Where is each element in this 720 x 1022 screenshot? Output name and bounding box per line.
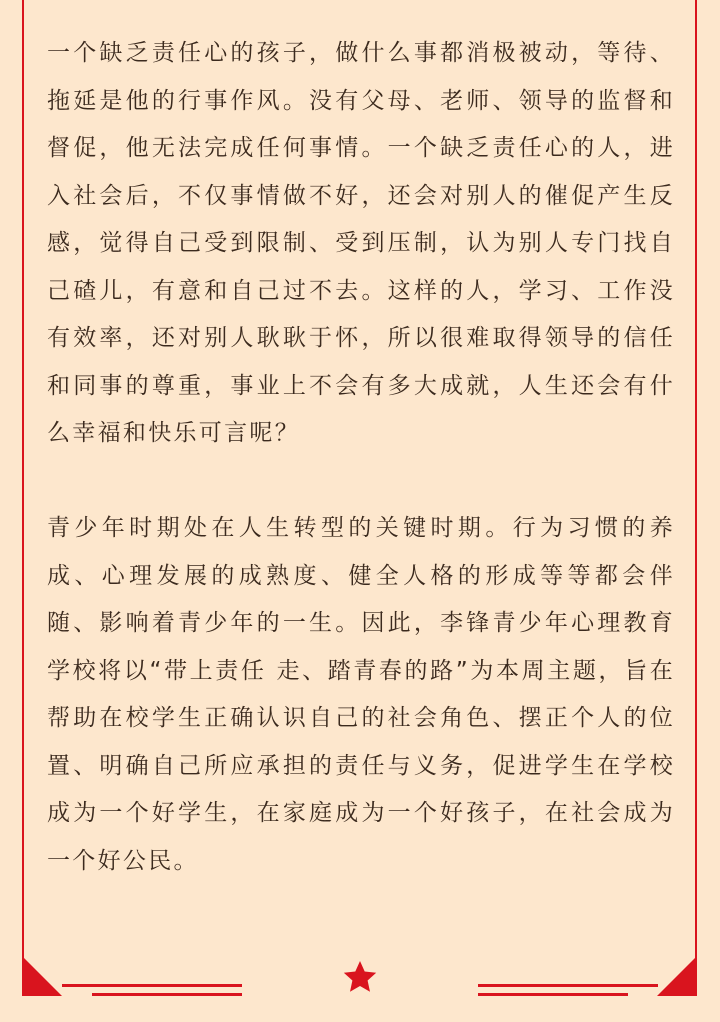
right-rule-upper — [478, 984, 658, 987]
footer-ornament — [0, 940, 720, 1022]
left-rule-upper — [62, 984, 242, 987]
left-corner-triangle — [22, 956, 62, 996]
right-rule-lower — [478, 993, 628, 996]
paragraph-youth-theme: 青少年时期处在人生转型的关键时期。行为习惯的养成、心理发展的成熟度、健全人格的形成等等都会伴随、影响着青少年的一生。因此，李锋青少年心理教育学校将以“带上责任 走、踏青春的路”为本周主题，旨在帮助在校学生正确认识自己的社会角色、摆正个人的位置、明确自己所应承担的责任与义务，促进学生在学校成为一个好学生，在家庭成为一个好孩子，在社会成为一个好公民。 — [47, 515, 675, 874]
right-corner-triangle — [657, 956, 697, 996]
star-icon — [344, 961, 376, 992]
right-border-line — [695, 0, 697, 992]
paragraph-responsibility: 一个缺乏责任心的孩子，做什么事都消极被动，等待、拖延是他的行事作风。没有父母、老师、领导的监督和督促，他无法完成任何事情。一个缺乏责任心的人，进入社会后，不仅事情做不好，还会对别人的催促产生反感，觉得自己受到限制、受到压制，认为别人专门找自己碴儿，有意和自己过不去。这样的人，学习、工作没有效率，还对别人耿耿于怀，所以很难取得领导的信任和同事的尊重，事业上不会有多大成就，人生还会有什么幸福和快乐可言呢？ — [47, 40, 675, 446]
left-rule-lower — [92, 993, 242, 996]
left-border-line — [22, 0, 24, 992]
